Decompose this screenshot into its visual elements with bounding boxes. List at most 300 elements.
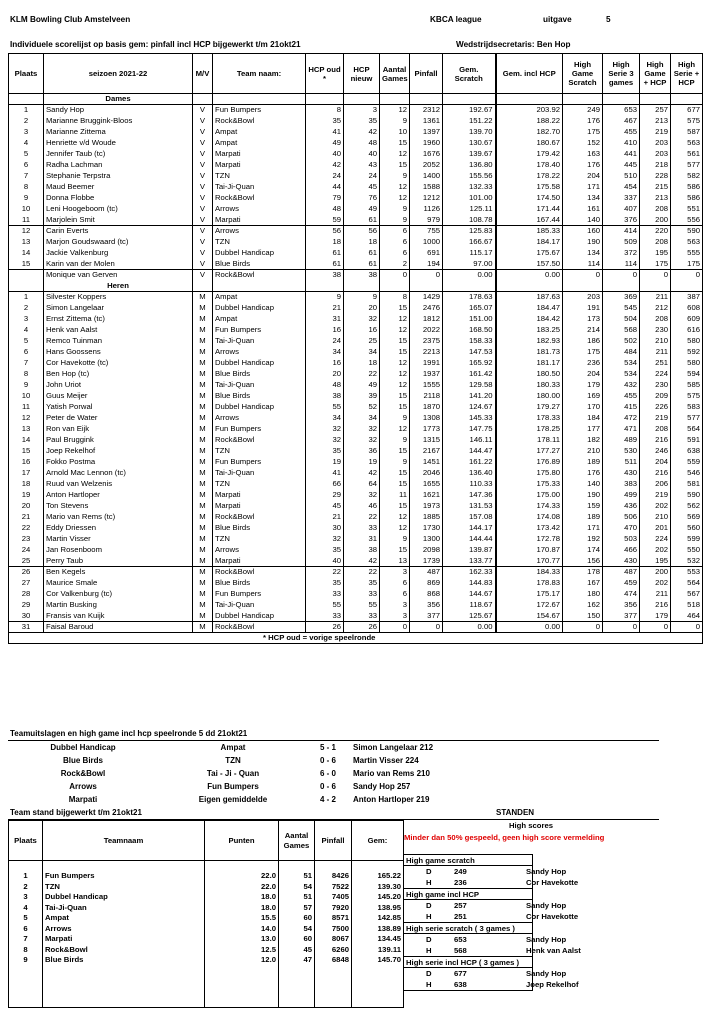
table-row [9,435,703,446]
table-cell: Marpati [213,501,306,512]
standings-cell: Tai-Ji-Quan [43,903,205,914]
table-cell: 30 [9,611,44,622]
spacer-cell [43,861,205,872]
table-cell: 472 [603,413,640,424]
standings-cell: 7500 [315,924,352,935]
table-cell: 180.50 [496,369,563,380]
table-row [9,127,703,138]
table-cell: 230 [640,325,671,336]
table-cell: 200 [640,215,671,226]
table-cell: 174.33 [496,501,563,512]
table-cell: 616 [671,325,703,336]
table-cell: 15 [380,468,410,479]
table-cell: 172.67 [496,600,563,611]
table-row [9,248,703,259]
table-cell: V [193,160,213,171]
table-cell: Dubbel Handicap [213,248,306,259]
table-cell: 518 [671,600,703,611]
table-cell: 204 [640,457,671,468]
table-cell: 414 [603,226,640,237]
table-cell: 208 [640,314,671,325]
table-cell: 31 [306,314,344,325]
table-cell: 179.27 [496,402,563,413]
table-cell: 61 [344,248,380,259]
table-cell: 869 [410,578,443,589]
table-cell: 9 [380,457,410,468]
standings-cell: Rock&Bowl [43,945,205,956]
standings-cell: Ampat [43,913,205,924]
table-cell: 9 [9,193,44,204]
table-cell: 1429 [410,292,443,303]
footnote: * HCP oud = vorige speelronde [9,633,703,644]
table-row [9,314,703,325]
standings-row [9,945,404,956]
score-value: 568 [454,946,467,955]
table-cell: 26 [344,622,380,633]
table-cell: 34 [344,347,380,358]
table-cell: 580 [671,358,703,369]
table-cell: 184.47 [496,303,563,314]
table-cell: 219 [640,413,671,424]
table-cell: 186 [563,336,603,347]
table-cell: Tai-Ji-Quan [213,182,306,193]
table-cell: 9 [380,435,410,446]
table-cell: 144.67 [443,589,496,600]
table-cell: 185.33 [496,226,563,237]
table-cell: 145.33 [443,413,496,424]
table-cell: 61 [344,259,380,270]
table-cell: 226 [640,402,671,413]
table-cell: Rock&Bowl [213,435,306,446]
spacer-row [9,861,404,872]
empty-cell [205,997,279,1008]
table-cell: 40 [344,149,380,160]
table-cell: 165.07 [443,303,496,314]
standings-cell: 7920 [315,903,352,914]
table-cell: 192 [563,534,603,545]
pairing-cell: 0 - 6 [319,782,336,791]
standings-cell: 54 [279,882,315,893]
table-cell: Jennifer Taub (tc) [44,149,193,160]
table-cell: Ben Hop (tc) [44,369,193,380]
table-cell: 144.17 [443,523,496,534]
table-cell: 15 [380,336,410,347]
pairing-cell: Eigen gemiddelde [198,795,268,804]
table-cell: 219 [640,490,671,501]
table-cell: 3 [380,611,410,622]
table-cell: 3 [380,567,410,578]
table-cell: 467 [603,116,640,127]
table-cell: M [193,391,213,402]
league-label: KBCA league [430,15,482,24]
empty-cell [9,976,43,987]
pairing-cell: TZN [225,756,241,765]
table-cell: Yatish Porwal [44,402,193,413]
standings-cell: 7522 [315,882,352,893]
table-cell: 61 [306,248,344,259]
column-header: Gem. incl HCP [496,54,563,94]
table-cell: Guus Meijer [44,391,193,402]
table-cell: 29 [306,490,344,501]
table-cell: 194 [410,259,443,270]
table-cell: 189 [563,457,603,468]
table-cell: 55 [306,402,344,413]
table-cell: Marpati [213,149,306,160]
table-cell: 178.11 [496,435,563,446]
table-cell: 1588 [410,182,443,193]
table-cell: 534 [603,358,640,369]
table-cell: Marpati [213,160,306,171]
table-cell: 4 [9,325,44,336]
table-cell: 203.92 [496,105,563,116]
table-row [9,160,703,171]
standings-cell: 18.0 [205,892,279,903]
table-cell: Stephanie Terpstra [44,171,193,182]
table-cell: Marianne Bruggink-Bloos [44,116,193,127]
pairing-cell: Dubbel Handicap [50,743,116,752]
table-cell: 147.53 [443,347,496,358]
table-cell: Fokko Postma [44,457,193,468]
table-cell: 175.58 [496,182,563,193]
table-cell: 407 [603,204,640,215]
column-header: seizoen 2021-22 [44,54,193,94]
table-cell: Dubbel Handicap [213,303,306,314]
table-cell: 1212 [410,193,443,204]
table-cell: 15 [380,402,410,413]
gender-code: D [426,935,432,944]
table-cell: 24 [306,336,344,347]
table-cell: 499 [603,490,640,501]
standings-row [9,955,404,966]
high-score-group-title: High game scratch [404,855,532,866]
edition-label: uitgave [543,15,572,24]
table-cell: Jan Rosenboom [44,545,193,556]
table-cell: 202 [640,501,671,512]
table-cell: 115.17 [443,248,496,259]
table-cell: V [193,182,213,193]
pairings-divider [8,740,659,741]
table-cell: 376 [603,215,640,226]
column-header: HCP oud * [306,54,344,94]
table-cell: 195 [640,248,671,259]
table-cell: 337 [603,193,640,204]
table-cell: 171.44 [496,204,563,215]
high-scores-note: Minder dan 50% gespeeld, geen high score vermelding [404,833,605,842]
table-cell: 0 [380,270,410,281]
table-cell: V [193,270,213,281]
table-cell: 560 [671,523,703,534]
table-cell: 166.67 [443,237,496,248]
table-cell: 11 [380,490,410,501]
table-cell: 755 [410,226,443,237]
table-cell: 175 [563,347,603,358]
empty-cell [43,966,205,977]
column-header: M/V [193,54,213,94]
table-cell: 9 [380,171,410,182]
table-cell: TZN [213,479,306,490]
table-cell: 32 [344,435,380,446]
table-cell: 175.00 [496,490,563,501]
table-cell: 2213 [410,347,443,358]
table-cell: Ampat [213,138,306,149]
table-cell: 32 [344,490,380,501]
table-cell: Rock&Bowl [213,270,306,281]
table-cell: 471 [603,424,640,435]
table-cell: Carin Everts [44,226,193,237]
table-cell: 35 [344,578,380,589]
table-cell: 564 [671,578,703,589]
table-row [9,578,703,589]
standings-cell: 6260 [315,945,352,956]
table-cell: 3 [9,314,44,325]
table-cell: 19 [344,457,380,468]
table-cell: Tai-Ji-Quan [213,468,306,479]
standings-cell: 139.30 [352,882,404,893]
table-cell: 2375 [410,336,443,347]
table-cell: 147.75 [443,424,496,435]
table-cell: 173.42 [496,523,563,534]
table-cell: 9 [344,292,380,303]
table-cell: John Uriot [44,380,193,391]
table-cell: 210 [640,512,671,523]
standings-cell: Arrows [43,924,205,935]
table-cell: 0.00 [443,622,496,633]
table-cell: 1655 [410,479,443,490]
table-cell: 530 [603,446,640,457]
table-cell: 155.56 [443,171,496,182]
table-cell: 15 [9,446,44,457]
table-cell: 21 [306,303,344,314]
table-cell: 12 [380,182,410,193]
table-cell: M [193,446,213,457]
table-cell: 562 [671,501,703,512]
section-cell [603,94,640,105]
spacer-cell [352,861,404,872]
standings-cell: 138.89 [352,924,404,935]
standings-cell: 15.5 [205,913,279,924]
table-cell: M [193,314,213,325]
table-cell: 167 [563,578,603,589]
table-cell: 2 [380,259,410,270]
table-cell: 167.44 [496,215,563,226]
table-cell: 34 [344,413,380,424]
table-cell: 251 [640,358,671,369]
table-cell: Rock&Bowl [213,193,306,204]
table-cell: 46 [344,501,380,512]
table-cell: Tai-Ji-Quan [213,380,306,391]
table-cell: 509 [603,237,640,248]
table-cell: 125.83 [443,226,496,237]
section-cell [9,281,44,292]
table-cell: V [193,116,213,127]
table-cell: 175 [563,127,603,138]
table-row [9,116,703,127]
table-cell: 15 [380,347,410,358]
table-row [9,534,703,545]
table-cell: 132.33 [443,182,496,193]
table-cell: Blue Birds [213,578,306,589]
table-cell: 9 [380,413,410,424]
column-header: Pinfall [410,54,443,94]
table-cell: 174 [563,545,603,556]
table-cell: 140 [563,479,603,490]
table-cell: 188.22 [496,116,563,127]
table-cell: 9 [380,534,410,545]
standings-cell: 134.45 [352,934,404,945]
table-cell: Marjolein Smit [44,215,193,226]
table-cell: 203 [563,292,603,303]
table-cell: 22 [306,567,344,578]
table-cell: Ton Stevens [44,501,193,512]
table-cell: M [193,424,213,435]
table-cell: 61 [306,259,344,270]
table-cell: Jackie Valkenburg [44,248,193,259]
table-cell: 1555 [410,380,443,391]
table-cell: 569 [671,512,703,523]
table-row [9,193,703,204]
table-cell: 118.67 [443,600,496,611]
table-cell: 489 [603,435,640,446]
section-cell [443,94,496,105]
table-cell: 171 [563,523,603,534]
table-cell: 2476 [410,303,443,314]
spacer-cell [205,861,279,872]
table-cell: 0 [410,622,443,633]
table-cell: 156 [563,556,603,567]
table-row [9,490,703,501]
table-cell: Radha Lachman [44,160,193,171]
table-cell: Remco Tuinman [44,336,193,347]
table-cell: 1308 [410,413,443,424]
table-cell: 171 [563,182,603,193]
table-cell: 175.67 [496,248,563,259]
table-row [9,413,703,424]
table-cell: V [193,248,213,259]
column-header: High Game + HCP [640,54,671,94]
table-cell: 504 [603,314,640,325]
table-cell: Arrows [213,413,306,424]
table-cell: 160 [563,226,603,237]
table-cell: Marpati [213,215,306,226]
table-cell: 32 [344,314,380,325]
table-cell: 214 [563,325,603,336]
table-cell: Arrows [213,545,306,556]
table-cell: Cor Valkenburg (tc) [44,589,193,600]
table-cell: 38 [306,270,344,281]
spacer-cell [9,861,43,872]
table-cell: 211 [640,347,671,358]
table-cell: 410 [603,138,640,149]
table-cell: 372 [603,248,640,259]
table-cell: 257 [640,105,671,116]
table-cell: 203 [640,149,671,160]
section-cell [443,281,496,292]
table-cell: 124.67 [443,402,496,413]
pairings-section [8,727,659,807]
table-cell: 41 [306,127,344,138]
table-cell: 157.50 [496,259,563,270]
high-score-row [404,911,579,922]
table-cell: 2022 [410,325,443,336]
table-cell: 182.70 [496,127,563,138]
table-cell: 24 [344,171,380,182]
table-cell: 179.42 [496,149,563,160]
table-cell: 38 [306,391,344,402]
table-cell: 216 [640,468,671,479]
section-cell [640,281,671,292]
table-cell: 182.93 [496,336,563,347]
table-cell: 218 [640,160,671,171]
table-cell: Arnold Mac Lennon (tc) [44,468,193,479]
score-value: 257 [454,901,467,910]
table-cell: 0 [640,270,671,281]
table-cell: 5 [9,149,44,160]
standings-cell: 145.20 [352,892,404,903]
table-cell: 35 [306,446,344,457]
table-row [9,512,703,523]
table-cell: 48 [344,138,380,149]
player-name: Joep Rekelhof [526,980,579,989]
standings-cell: 18.0 [205,903,279,914]
standings-cell: 139.11 [352,945,404,956]
standings-cell: 7 [9,934,43,945]
table-row [9,336,703,347]
table-cell: 599 [671,534,703,545]
table-cell: 219 [640,127,671,138]
table-cell: 133.77 [443,556,496,567]
table-cell: 170.77 [496,556,563,567]
table-cell: 0.00 [443,270,496,281]
standings-cell: 51 [279,871,315,882]
table-cell: 26 [306,622,344,633]
table-cell: 33 [306,611,344,622]
table-cell: 6 [9,347,44,358]
table-row [9,446,703,457]
table-cell: Rock&Bowl [213,116,306,127]
table-cell: 15 [380,446,410,457]
high-score-row [404,877,579,888]
table-cell: 20 [306,369,344,380]
table-cell: 56 [344,226,380,237]
pairing-cell: 5 - 1 [319,743,336,752]
table-cell: Leni Hoogeboom (tc) [44,204,193,215]
score-value: 249 [454,867,467,876]
table-cell: 210 [640,336,671,347]
table-cell: 568 [603,325,640,336]
page-subtitle: Individuele scorelijst op basis gem: pinfall incl HCP bijgewerkt t/m 21okt21 [10,40,301,49]
table-cell: 484 [603,347,640,358]
empty-cell [9,966,43,977]
empty-cell [43,987,205,998]
table-cell: 17 [9,468,44,479]
table-cell: 35 [306,578,344,589]
table-cell: 150 [563,611,603,622]
table-cell: 582 [671,171,703,182]
table-cell: 224 [640,369,671,380]
table-cell: M [193,303,213,314]
table-cell: 1885 [410,512,443,523]
table-cell: 1676 [410,149,443,160]
table-cell: 577 [671,160,703,171]
table-cell: 21 [306,512,344,523]
high-score-row [404,979,579,990]
table-row [9,171,703,182]
spacer-cell [279,861,315,872]
table-cell: Ben Kegels [44,567,193,578]
table-cell: 415 [603,402,640,413]
table-cell: 455 [603,127,640,138]
table-cell: 7 [9,171,44,182]
